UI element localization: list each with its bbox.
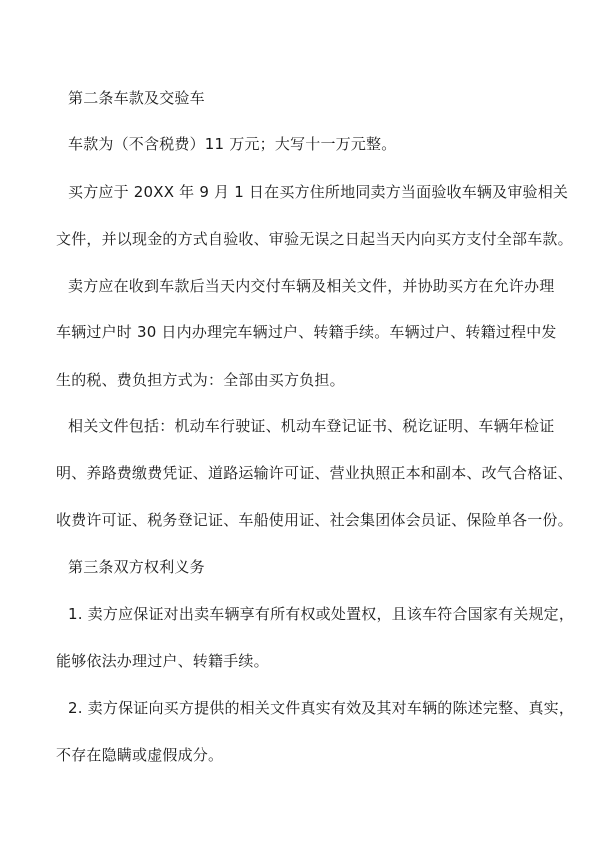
price-line: 车款为（不含税费）11 万元；大写十一万元整。 bbox=[68, 135, 397, 153]
paragraph-line: 买方应于 20XX 年 9 月 1 日在买方住所地同卖方当面验收车辆及审验相关 bbox=[68, 183, 569, 201]
paragraph-line: 卖方应在收到车款后当天内交付车辆及相关文件，并协助买方在允许办理 bbox=[68, 277, 555, 295]
clause-2-line: 不存在隐瞒或虚假成分。 bbox=[56, 746, 224, 764]
paragraph-line: 相关文件包括：机动车行驶证、机动车登记证书、税讫证明、车辆年检证 bbox=[68, 417, 555, 435]
section-heading-3: 第三条双方权利义务 bbox=[68, 558, 205, 576]
clause-1-line: 1. 卖方应保证对出卖车辆享有所有权或处置权，且该车符合国家有关规定， bbox=[68, 605, 575, 623]
paragraph-line: 明、养路费缴费凭证、道路运输许可证、营业执照正本和副本、改气合格证、 bbox=[56, 464, 573, 482]
paragraph-line: 生的税、费负担方式为：全部由买方负担。 bbox=[56, 371, 345, 389]
clause-1-line: 能够依法办理过户、转籍手续。 bbox=[56, 652, 269, 670]
paragraph-line: 收费许可证、税务登记证、车船使用证、社会集团体会员证、保险单各一份。 bbox=[56, 511, 573, 529]
paragraph-line: 文件，并以现金的方式自验收、审验无误之日起当天内向买方支付全部车款。 bbox=[56, 230, 573, 248]
paragraph-line: 车辆过户时 30 日内办理完车辆过户、转籍手续。车辆过户、转籍过程中发 bbox=[56, 323, 557, 341]
section-heading-2: 第二条车款及交验车 bbox=[68, 89, 205, 107]
clause-2-line: 2. 卖方保证向买方提供的相关文件真实有效及其对车辆的陈述完整、真实， bbox=[68, 699, 575, 717]
